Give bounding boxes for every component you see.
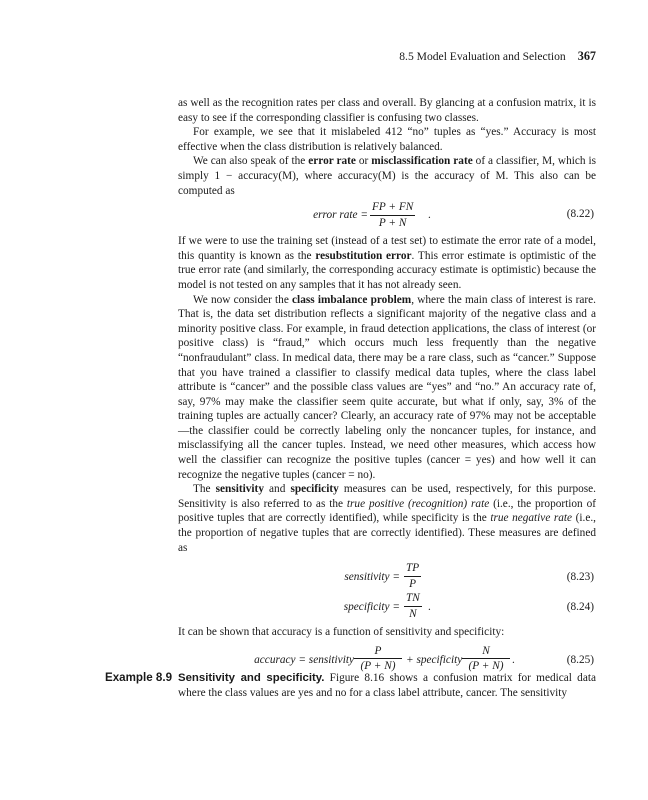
term-sensitivity: sensitivity — [215, 483, 264, 496]
equation-8-22: error rate = $\frac{FP + FN}{P + N}$ . (8.22) — [178, 198, 596, 234]
paragraph-3: We can also speak of the error rate or misclassification rate of a classifier, M, which is simply 1 − accuracy(M), where accuracy(M) is the accuracy of M. This also can be computed as — [178, 155, 597, 197]
page-number: 367 — [577, 49, 596, 63]
term-error-rate: error rate — [308, 155, 356, 168]
eq-fraction: $\frac{FP + FN}{P + N}$ — [372, 201, 414, 229]
equation-number: (8.24) — [566, 601, 594, 614]
term-class-imbalance: class imbalance problem — [292, 293, 412, 306]
eq-lhs: error rate = — [313, 209, 368, 222]
eq-lhs: sensitivity = — [344, 571, 400, 584]
equation-8-24: specificity = $\frac{TN}{N}$ . (8.24) — [178, 591, 596, 625]
eq-fraction-2: $\frac{N}{(P + N)}$ — [462, 644, 510, 674]
paragraph-5: We now consider the class imbalance problem, where the main class of interest is rare. That is, the data set distribution reflects a significant majority of the negative class and a minority positive class. For example, in fraud detection applications, the class of interest (or positive class) is “fraud,” which occurs much less frequently than the negative “nonfraudulant” class. In medical data, there may be a rare class, such as “cancer.” Suppose that you have trained a classifier to classify medical data tuples, where the class label attribute is “cancer” and the possible class values are “yes” and “no.” An accuracy rate of, say, 97% may make the classifier seem quite accurate, but what if only, say, 3% of the training tuples are actually cancer? Clearly, an accuracy rate of 97% may not be acceptable—the classifier could be correctly labeling only the noncancer tuples, for instance, and misclassifying all the cancer tuples. Instead, we need other measures, which access how well the classifier can recognize the positive tuples (cancer = yes) and how well it can recognize the negative tuples (cancer = no). — [178, 293, 596, 481]
equation-number: (8.25) — [566, 653, 594, 666]
term-specificity: specificity — [290, 483, 339, 496]
example-text: Sensitivity and specificity. Figure 8.16 shows a confusion matrix for medical data where the class values are yes and no for a class label attribute, cancer. The sensitivity — [178, 672, 596, 699]
paragraph-2: For example, we see that it mislabeled 412 “no” tuples as “yes.” Accuracy is most effective when the class distribution is relatively balanced. — [178, 126, 596, 153]
eq-mid: + specificity — [406, 653, 463, 666]
equation-8-23 — [178, 561, 596, 591]
paragraph-4: If we were to use the training set (instead of a test set) to estimate the error rate of a model, this quantity is known as the resubstitution error. This error estimate is optimistic of the true error rate (and similarly, the corresponding accuracy estimate is optimistic) because the model is not tested on any samples that it has not already seen. — [178, 235, 596, 291]
section-title: 8.5 Model Evaluation and Selection — [399, 50, 566, 63]
eq-fraction: $\frac{TN}{N}$ — [406, 592, 420, 620]
example-title: Sensitivity and specificity. — [178, 672, 325, 684]
eq-fraction: $\frac{TP}{P}$ — [406, 562, 420, 590]
eq-lhs: accuracy = sensitivity — [254, 653, 354, 666]
term-resubstitution-error: resubstitution error — [315, 249, 412, 262]
main-text — [178, 96, 596, 682]
paragraph-1: as well as the recognition rates per class and overall. By glancing at a confusion matrix, it is easy to see if the corresponding classifier is confusing two classes. — [178, 97, 596, 124]
eq-lhs: specificity = — [343, 601, 400, 614]
equation-number: (8.23) — [566, 571, 594, 584]
eq-fraction-1: $\frac{P}{(P + N)}$ — [354, 644, 402, 674]
term-misclassification-rate: misclassification rate — [371, 155, 473, 168]
equation-number: (8.22) — [566, 208, 594, 221]
running-header — [178, 49, 596, 64]
example-tag: Example 8.9 — [105, 671, 173, 684]
paragraph-7: It can be shown that accuracy is a function of sensitivity and specificity: — [178, 626, 505, 639]
paragraph-6: The sensitivity and specificity measures can be used, respectively, for this purpose. Sensitivity is also referred to as the true positive (recognition) rate (i.e., the proportion of positive tuples that are correctly identified), while specificity is the true negative rate (i.e., the proportion of negative tuples that are correctly identified). These measures are defined as — [178, 483, 597, 554]
equation-8-25: accuracy = sensitivity $\frac{P}{(P + N)}$ + specificity $\frac{N}{(P + N)}$ . (8.25) — [178, 644, 596, 682]
